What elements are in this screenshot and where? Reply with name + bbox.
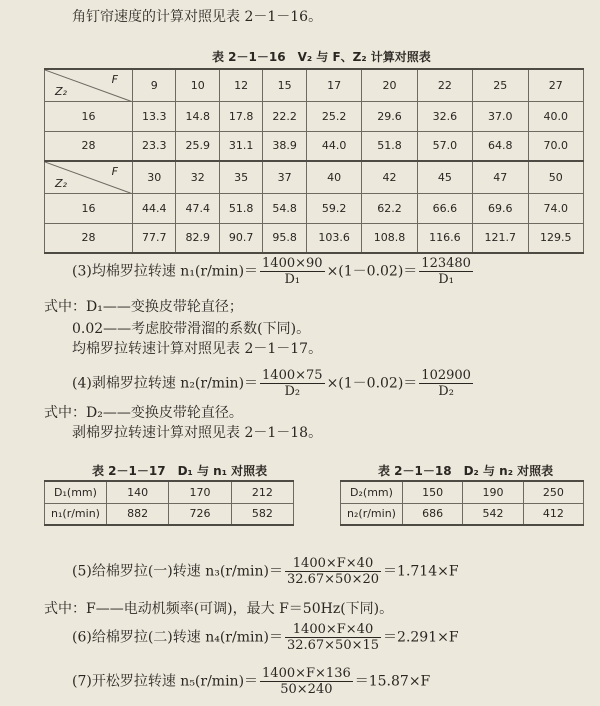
table16-cell: 64.8 [473,131,528,161]
table16-cell: 22.2 [263,101,306,131]
table16-f-header: 9 [133,69,176,101]
table17-cell: 212 [231,481,293,503]
eq5-fraction [285,556,381,587]
table16-cell: 82.9 [176,223,219,253]
table16-f-header: 25 [473,69,528,101]
table17-cell: 726 [169,503,231,525]
eq6-label: (6)给棉罗拉(二)转速 [72,629,201,646]
table16-cell: 51.8 [362,131,417,161]
table16-cell: 31.1 [219,131,262,161]
table16-cell: 62.2 [362,193,417,223]
table16-cell: 69.6 [473,193,528,223]
table18-row-n2 [341,503,584,525]
eq4-result-numerator: 102900 [421,368,471,383]
table16-z2-value: 28 [45,131,133,161]
table16-row [45,101,584,131]
table16-f-header: 37 [263,161,306,193]
eq4-label: (4)剥棉罗拉转速 [72,375,176,392]
table17-cell: 882 [107,503,169,525]
table16-cell: 25.2 [306,101,361,131]
note3-a: 式中：D₁——变换皮带轮直径； [44,299,243,315]
table16-cell: 54.8 [263,193,306,223]
table16-cell: 23.3 [133,131,176,161]
eq7-label: (7)开松罗拉转速 [72,673,176,690]
note5: 式中：F——电动机频率(可调)，最大 F＝50Hz(下同)。 [44,601,394,617]
table16 [44,68,584,254]
eq7-denominator: 50×240 [280,682,333,697]
eq4-fraction [260,368,325,399]
table16-row [45,193,584,223]
eq3-result-numerator: 123480 [421,256,471,271]
eq3-label: (3)均棉罗拉转速 [72,263,176,280]
table16-cell: 32.6 [417,101,472,131]
col-label-f: F [111,73,118,86]
table16-cell: 29.6 [362,101,417,131]
eq5-var: n₃(r/min)＝ [205,563,283,580]
table16-caption: 表 2－1－16 V₂ 与 F、Z₂ 计算对照表 [212,50,431,64]
table16-f-header: 10 [176,69,219,101]
table16-row [45,131,584,161]
equation-3 [72,256,475,287]
eq4-mid: ×(1－0.02)＝ [326,375,418,392]
eq3-var: n₁(r/min)＝ [180,263,259,280]
table16-cell: 108.8 [362,223,417,253]
eq5-result: ＝1.714×F [383,563,459,580]
table16-cell: 17.8 [219,101,262,131]
table16-cell: 40.0 [528,101,584,131]
table16-cell: 116.6 [417,223,472,253]
eq3-result-denominator: D₁ [438,272,454,287]
table18 [340,480,584,526]
table17-caption: 表 2－1－17 D₁ 与 n₁ 对照表 [92,464,268,478]
table16-cell: 121.7 [473,223,528,253]
eq7-numerator: 1400×F×136 [262,666,351,681]
row-label-z2: Z₂ [55,176,67,190]
table16-cell: 90.7 [219,223,262,253]
table16-cell: 70.0 [528,131,584,161]
eq7-var: n₅(r/min)＝ [180,673,259,690]
table16-f-header: 20 [362,69,417,101]
eq5-label: (5)给棉罗拉(一)转速 [72,563,201,580]
note3-c: 均棉罗拉转速计算对照见表 2－1－17。 [72,341,323,357]
eq6-denominator: 32.67×50×15 [286,638,380,653]
eq5-denominator: 32.67×50×20 [286,572,380,587]
note4-b: 剥棉罗拉转速计算对照见表 2－1－18。 [72,425,323,441]
table18-caption: 表 2－1－18 D₂ 与 n₂ 对照表 [378,464,554,478]
col-label-f: F [111,165,118,178]
table16-cell: 74.0 [528,193,584,223]
table16-f-header: 27 [528,69,584,101]
table16-f-header: 15 [263,69,306,101]
table16-cell: 57.0 [417,131,472,161]
table16-z2-value: 28 [45,223,133,253]
eq3-result-fraction [419,256,473,287]
eq3-fraction [260,256,325,287]
table16-f-header: 47 [473,161,528,193]
table16-cell: 44.0 [306,131,361,161]
table16-header-row [45,69,584,101]
row-label-z2: Z₂ [55,84,67,98]
table18-cell: 150 [403,481,463,503]
table17-cell: 582 [231,503,293,525]
table17-row-n1 [45,503,294,525]
table16-f-header: 32 [176,161,219,193]
table16-cell: 37.0 [473,101,528,131]
table17-cell: 140 [107,481,169,503]
table16-z2-value: 16 [45,193,133,223]
table18-cell: 250 [523,481,583,503]
table16-f-header: 12 [219,69,262,101]
eq6-numerator: 1400×F×40 [285,622,381,638]
eq4-result-fraction [419,368,473,399]
table17-header-n1: n₁(r/min) [45,503,107,525]
table16-cell: 47.4 [176,193,219,223]
table17-row-d1 [45,481,294,503]
table16-cell: 103.6 [306,223,361,253]
note3-b: 0.02——考虑胶带滑溜的系数(下同)。 [72,321,311,337]
table18-cell: 412 [523,503,583,525]
table16-header-row [45,161,584,193]
equation-5 [72,556,459,587]
table18-cell: 190 [463,481,523,503]
equation-6 [72,622,459,653]
eq6-fraction [285,622,381,653]
table18-cell: 542 [463,503,523,525]
table16-diagonal-header [45,69,133,101]
eq7-fraction [260,666,353,697]
note4-a: 式中：D₂——变换皮带轮直径。 [44,405,243,421]
table16-f-header: 45 [417,161,472,193]
table16-cell: 129.5 [528,223,584,253]
table17-cell: 170 [169,481,231,503]
table16-row [45,223,584,253]
eq4-numerator: 1400×75 [262,368,323,383]
table16-cell: 44.4 [133,193,176,223]
table16-cell: 77.7 [133,223,176,253]
eq6-result: ＝2.291×F [383,629,459,646]
equation-4 [72,368,475,399]
table16-f-header: 42 [362,161,417,193]
eq4-result-denominator: D₂ [438,384,454,399]
equation-7 [72,666,430,697]
table18-header-d2: D₂(mm) [341,481,403,503]
table18-header-n2: n₂(r/min) [341,503,403,525]
eq4-denominator: D₂ [284,384,301,399]
eq5-numerator: 1400×F×40 [285,556,381,572]
table16-cell: 14.8 [176,101,219,131]
table16-cell: 13.3 [133,101,176,131]
eq3-mid: ×(1－0.02)＝ [326,263,418,280]
eq3-denominator: D₁ [284,272,301,287]
table16-cell: 59.2 [306,193,361,223]
table18-row-d2 [341,481,584,503]
table17-header-d1: D₁(mm) [45,481,107,503]
table16-cell: 51.8 [219,193,262,223]
table16-f-header: 22 [417,69,472,101]
eq4-var: n₂(r/min)＝ [180,375,259,392]
table16-f-header: 17 [306,69,361,101]
eq3-numerator: 1400×90 [262,256,323,271]
table16-f-header: 30 [133,161,176,193]
intro-text: 角钉帘速度的计算对照见表 2－1－16。 [72,9,323,25]
eq7-result: ＝15.87×F [354,673,431,690]
eq6-var: n₄(r/min)＝ [205,629,283,646]
table16-cell: 25.9 [176,131,219,161]
table17 [44,480,294,526]
table16-f-header: 50 [528,161,584,193]
table18-cell: 686 [403,503,463,525]
table16-f-header: 35 [219,161,262,193]
table16-cell: 95.8 [263,223,306,253]
table16-f-header: 40 [306,161,361,193]
table16-cell: 38.9 [263,131,306,161]
table16-z2-value: 16 [45,101,133,131]
table16-diagonal-header [45,161,133,193]
table16-cell: 66.6 [417,193,472,223]
